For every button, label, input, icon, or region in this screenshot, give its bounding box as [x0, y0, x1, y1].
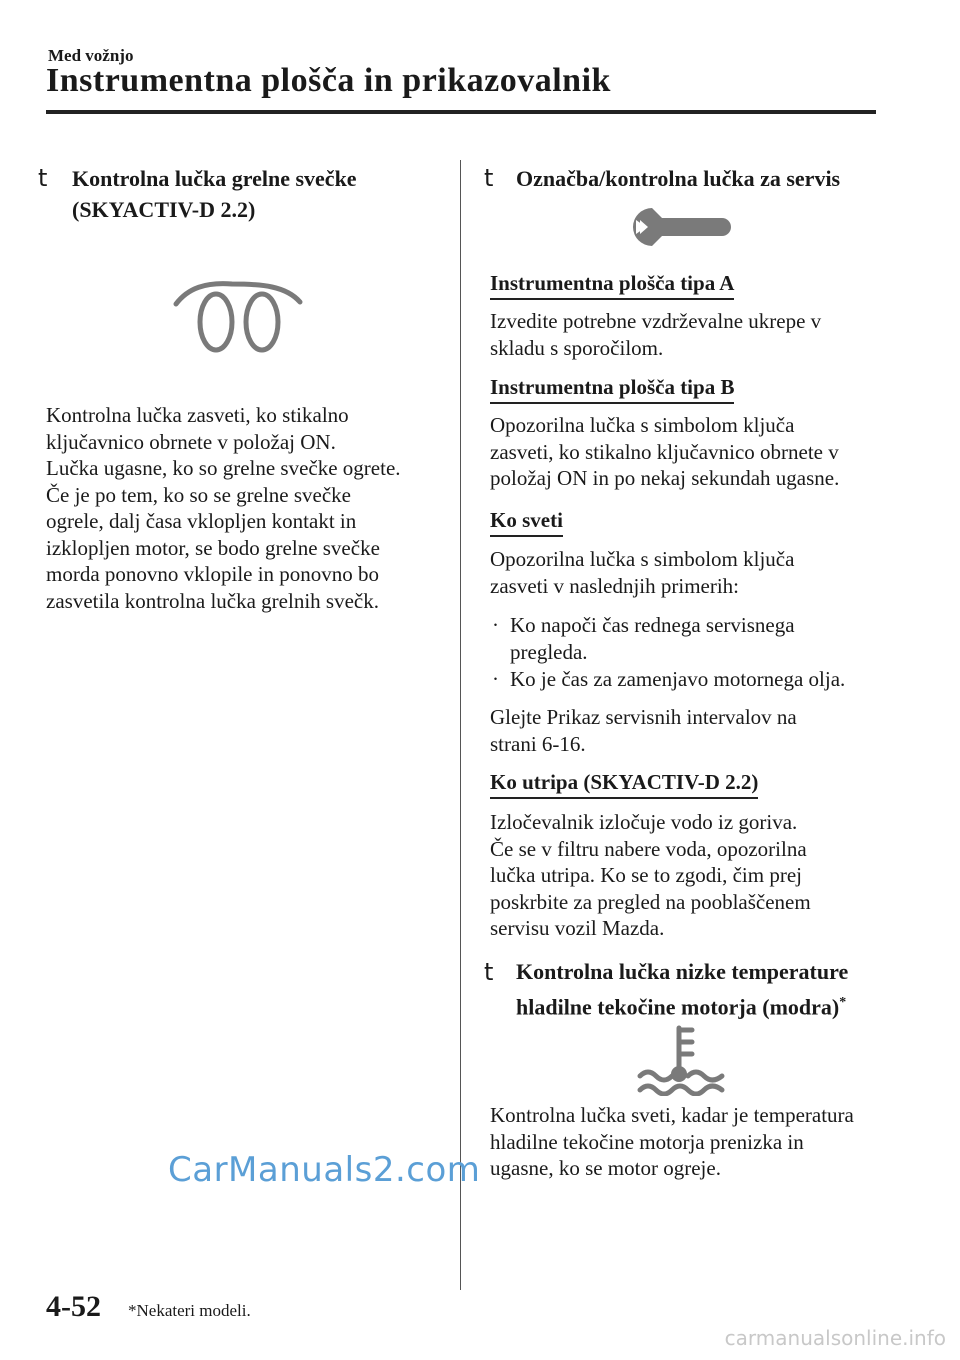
page-title: Instrumentna plošča in prikazovalnik	[46, 62, 611, 99]
text-line: zasveti v naslednjih primerih:	[490, 573, 740, 598]
list-item: · Ko je čas za zamenjavo motornega olja.	[492, 667, 846, 691]
flashes-text	[490, 809, 811, 942]
text-line: poskrbite za pregled na pooblaščenem	[490, 889, 811, 914]
text-line: hladilne tekočine motorja prenizka in	[490, 1129, 804, 1154]
glow-plug-heading-line2: (SKYACTIV-D 2.2)	[72, 197, 256, 222]
coolant-heading-line1: Kontrolna lučka nizke temperature	[516, 959, 849, 984]
glow-plug-coil-icon	[170, 280, 306, 358]
text-line: ugasne, ko se motor ogreje.	[490, 1156, 721, 1180]
watermark-logo: CarManuals2.com	[168, 1150, 481, 1190]
footnote: *Nekateri modeli.	[128, 1301, 251, 1320]
text-line: Ko je čas za zamenjavo motornega olja.	[510, 667, 846, 691]
text-line: Opozorilna lučka s simbolom ključa	[490, 547, 795, 571]
flashes-block	[490, 769, 758, 799]
service-heading: Označba/kontrolna lučka za servis	[516, 166, 841, 191]
text-line: Kontrolna lučka zasveti, ko stikalno	[46, 403, 349, 427]
glow-plug-heading	[72, 163, 357, 225]
type-b-text	[490, 412, 839, 492]
text-line: Lučka ugasne, ko so grelne svečke ogrete.	[46, 456, 401, 480]
text-line: Če je po tem, ko so se grelne svečke	[46, 482, 351, 507]
type-a-text	[490, 308, 821, 361]
glow-plug-heading-line1: Kontrolna lučka grelne svečke	[72, 166, 357, 191]
type-b-label: Instrumentna plošča tipa B	[490, 374, 734, 404]
text-line: Ko napoči čas rednega servisnega	[510, 613, 795, 637]
section-bullet: t	[484, 164, 494, 192]
coolant-heading-line2: hladilne tekočine motorja (modra)	[516, 994, 840, 1020]
section-bullet: t	[38, 164, 48, 192]
wrench-icon	[632, 206, 732, 248]
text-line: zasveti, ko stikalno ključavnico obrnete v	[490, 439, 839, 464]
coolant-text	[490, 1102, 854, 1182]
glow-plug-paragraph	[46, 402, 446, 614]
section-bullet: t	[484, 958, 494, 986]
title-divider	[46, 110, 876, 114]
text-line: Če se v filtru nabere voda, opozorilna	[490, 836, 807, 861]
text-line: Kontrolna lučka sveti, kadar je temperatura	[490, 1103, 854, 1127]
page-number: 4-52	[46, 1290, 101, 1323]
list-item: · Ko napoči čas rednega servisnega pregleda.	[492, 613, 795, 664]
text-line: strani 6-16.	[490, 731, 586, 756]
text-line: izklopljen motor, se bodo grelne svečke	[46, 535, 380, 560]
lights-label: Ko sveti	[490, 507, 563, 537]
footnote-asterisk: *	[839, 995, 847, 1010]
text-line: pregleda.	[510, 639, 588, 664]
coolant-temperature-icon	[636, 1024, 726, 1096]
text-line: Opozorilna lučka s simbolom ključa	[490, 413, 795, 437]
column-divider	[460, 160, 461, 1290]
type-a-label: Instrumentna plošča tipa A	[490, 270, 734, 300]
type-b-block	[490, 374, 734, 404]
text-line: Izločevalnik izločuje vodo iz goriva.	[490, 810, 798, 834]
text-line: lučka utripa. Ko se to zgodi, čim prej	[490, 863, 802, 887]
text-line: Izvedite potrebne vzdrževalne ukrepe v	[490, 309, 822, 333]
site-watermark: carmanualsonline.info	[724, 1326, 946, 1350]
text-line: Glejte Prikaz servisnih intervalov na	[490, 705, 797, 729]
lights-block	[490, 507, 563, 537]
section-label: Med vožnjo	[48, 46, 134, 65]
text-line: položaj ON in po nekaj sekundah ugasne.	[490, 466, 840, 490]
coolant-heading	[516, 956, 848, 1022]
text-line: ogrele, dalj časa vklopljen kontakt in	[46, 509, 357, 533]
text-line: servisu vozil Mazda.	[490, 916, 665, 940]
text-line: morda ponovno vklopile in ponovno bo	[46, 562, 380, 586]
flashes-label: Ko utripa (SKYACTIV-D 2.2)	[490, 769, 758, 799]
text-line: skladu s sporočilom.	[490, 335, 664, 360]
see-reference	[490, 704, 797, 757]
text-line: zasvetila kontrolna lučka grelnih svečk.	[46, 588, 379, 613]
text-line: ključavnico obrnete v položaj ON.	[46, 429, 336, 454]
type-a-block	[490, 270, 734, 300]
lights-text	[490, 546, 794, 599]
